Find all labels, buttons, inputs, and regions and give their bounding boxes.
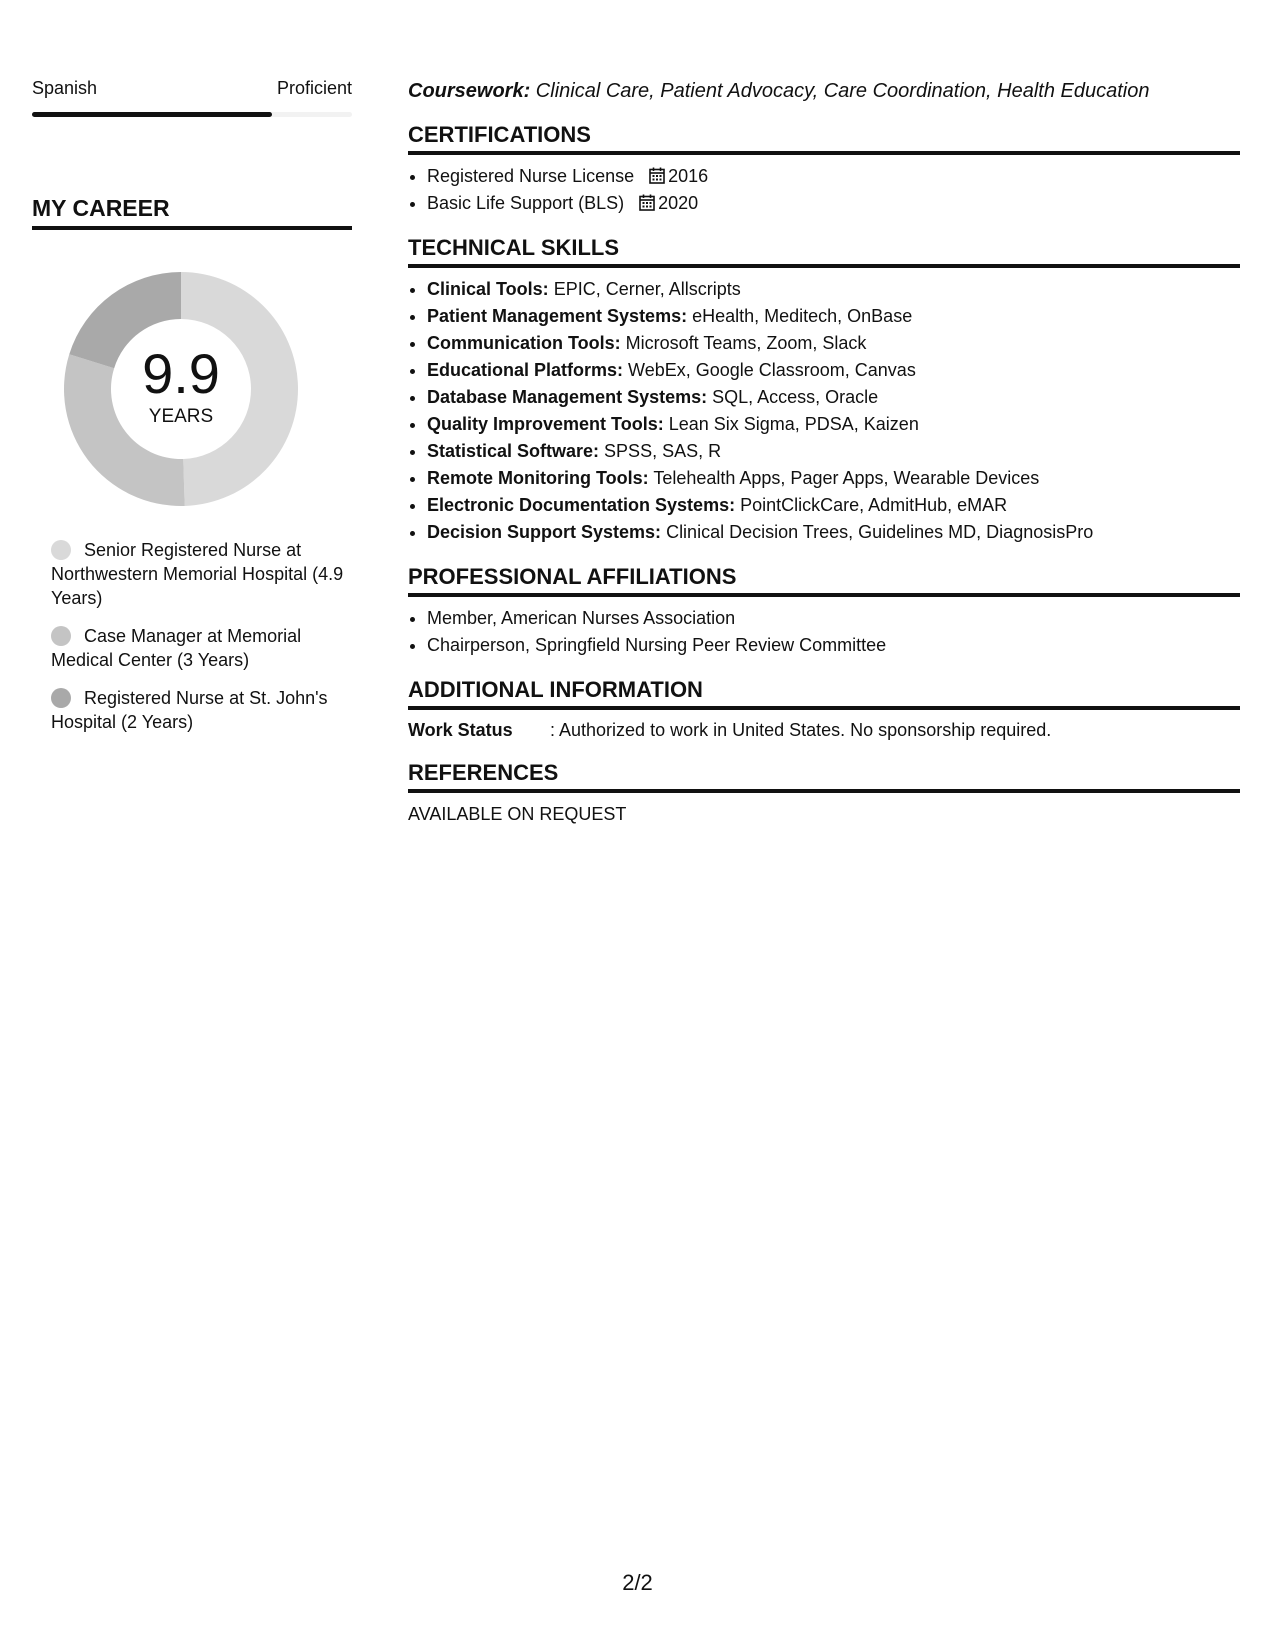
skill-value: WebEx, Google Classroom, Canvas — [623, 360, 916, 380]
language-row — [32, 78, 352, 102]
affiliation-item: • Member, American Nurses Association — [427, 605, 1240, 632]
work-status-row — [408, 718, 1240, 742]
skill-item — [427, 492, 1240, 519]
skill-label: Clinical Tools: — [427, 279, 549, 299]
skill-item — [427, 438, 1240, 465]
left-column — [32, 78, 352, 748]
skill-label: Database Management Systems: — [427, 387, 708, 407]
skill-value: SPSS, SAS, R — [599, 441, 722, 461]
skill-value: EPIC, Cerner, Allscripts — [548, 279, 741, 299]
skill-value: Clinical Decision Trees, Guidelines MD, DiagnosisPro — [661, 522, 1094, 542]
work-status-value: : Authorized to work in United States. No sponsorship required. — [550, 720, 1052, 740]
skill-value: Lean Six Sigma, PDSA, Kaizen — [663, 414, 919, 434]
skill-item — [427, 384, 1240, 411]
affiliations-list — [408, 605, 1240, 659]
skill-label: Quality Improvement Tools: — [427, 414, 664, 434]
certification-name: Registered Nurse License — [427, 166, 635, 186]
skill-label: Decision Support Systems: — [427, 522, 662, 542]
coursework — [408, 78, 1240, 104]
skill-item — [427, 465, 1240, 492]
work-status-label: Work Status — [408, 720, 513, 740]
certifications-list — [408, 163, 1240, 217]
skill-value: PointClickCare, AdmitHub, eMAR — [735, 495, 1008, 515]
career-total-years: 9.9 — [142, 342, 220, 405]
skill-value: Telehealth Apps, Pager Apps, Wearable Devices — [648, 468, 1040, 488]
certification-name: Basic Life Support (BLS) — [427, 193, 625, 213]
skill-item — [427, 303, 1240, 330]
page-number: 2/2 — [622, 1570, 653, 1595]
career-item — [51, 624, 351, 672]
language-name: Spanish — [32, 78, 98, 98]
career-legend — [32, 538, 351, 734]
certification-year: 2020 — [658, 193, 699, 213]
career-item-text: Senior Registered Nurse at Northwestern Memorial Hospital (4.9 Years) — [51, 540, 344, 608]
skill-value: eHealth, Meditech, OnBase — [687, 306, 913, 326]
calendar-icon — [639, 194, 655, 211]
skill-item — [427, 330, 1240, 357]
skill-value: SQL, Access, Oracle — [707, 387, 879, 407]
language-proficiency-bar — [32, 112, 352, 117]
additional-info-heading: ADDITIONAL INFORMATION — [408, 677, 1240, 710]
calendar-icon — [649, 167, 665, 184]
skill-item — [427, 276, 1240, 303]
right-column — [408, 78, 1240, 825]
skill-item — [427, 357, 1240, 384]
references-text: AVAILABLE ON REQUEST — [408, 804, 627, 824]
certification-item — [427, 163, 1240, 190]
language-proficiency-fill — [32, 112, 272, 117]
legend-dot — [51, 688, 71, 708]
skill-item — [427, 411, 1240, 438]
skill-item — [427, 519, 1240, 546]
certification-item — [427, 190, 1240, 217]
career-donut-chart — [56, 264, 306, 514]
skill-value: Microsoft Teams, Zoom, Slack — [620, 333, 867, 353]
skill-label: Communication Tools: — [427, 333, 621, 353]
certifications-heading: CERTIFICATIONS — [408, 122, 1240, 155]
coursework-label: Coursework: — [408, 80, 531, 102]
skill-label: Electronic Documentation Systems: — [427, 495, 736, 515]
donut-center — [56, 264, 306, 514]
coursework-text: Clinical Care, Patient Advocacy, Care Coordination, Health Education — [530, 80, 1150, 102]
affiliation-item: • Chairperson, Springfield Nursing Peer Review Committee — [427, 632, 1240, 659]
legend-dot — [51, 626, 71, 646]
skill-label: Statistical Software: — [427, 441, 600, 461]
technical-skills-heading: TECHNICAL SKILLS — [408, 235, 1240, 268]
affiliations-heading: PROFESSIONAL AFFILIATIONS — [408, 564, 1240, 597]
career-item — [51, 686, 351, 734]
legend-dot — [51, 540, 71, 560]
language-level: Proficient — [276, 78, 352, 98]
career-heading: MY CAREER — [32, 195, 352, 230]
career-item-text: Case Manager at Memorial Medical Center (3 Years) — [51, 626, 302, 670]
career-item-text: Registered Nurse at St. John's Hospital (2 Years) — [51, 688, 328, 732]
skill-label: Educational Platforms: — [427, 360, 624, 380]
skill-label: Patient Management Systems: — [427, 306, 688, 326]
career-item — [51, 538, 351, 610]
references-heading: REFERENCES — [408, 760, 1240, 793]
skill-label: Remote Monitoring Tools: — [427, 468, 649, 488]
certification-year: 2016 — [668, 166, 709, 186]
technical-skills-list — [408, 276, 1240, 546]
career-years-unit: YEARS — [148, 406, 214, 427]
